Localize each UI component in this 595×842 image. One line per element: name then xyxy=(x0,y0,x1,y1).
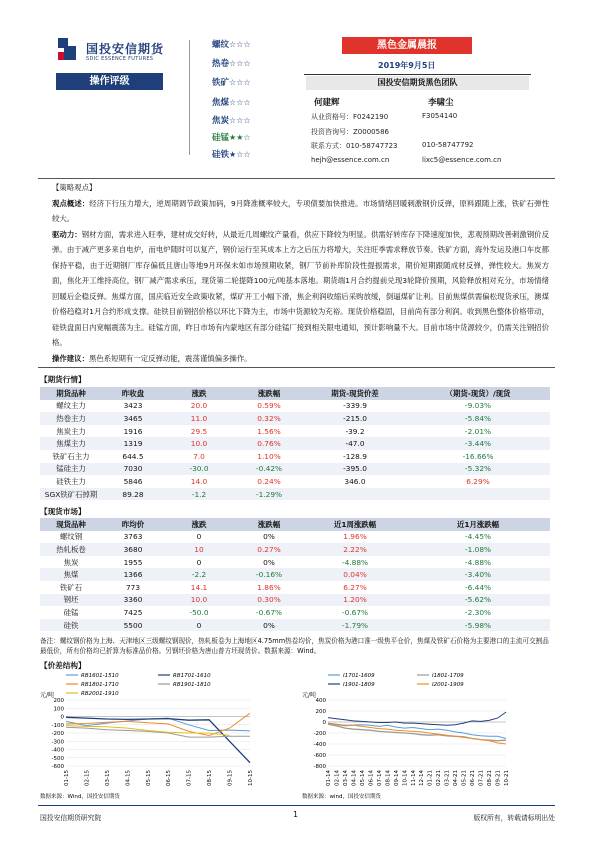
column-header: 涨跌幅 xyxy=(234,518,304,531)
table-cell: 3360 xyxy=(102,594,164,607)
table-cell: -0.67% xyxy=(255,607,283,617)
rating-stars: ☆☆☆ xyxy=(229,59,251,68)
table-cell: SGX铁矿石掉期 xyxy=(40,488,102,501)
table-cell: 0% xyxy=(263,557,275,567)
rating-name: 螺纹 xyxy=(212,40,230,50)
data-note: 备注：螺纹钢价格为上海、天津地区三级螺纹钢现价，热轧板卷为上海地区4.75mm热卷均价，焦炭价格为港口准一级焦平仓价，焦煤及铁矿石价格为主要港口的主流可交割品最低价，所有价格均已折算为标准品价格。另钢坯价格为唐山普方坯现货价。数据来源：Wind。 xyxy=(40,637,549,655)
rating-stars: ☆☆☆ xyxy=(229,116,251,125)
y-tick-label: -200 xyxy=(51,731,64,737)
table-cell: 0.04% xyxy=(304,568,406,581)
market-text: 经济下行压力增大，逆周期调节政策加码，9月降准概率较大，专项债要加快推进。市场情绪回暖刺激钢价反弹，原料跟随上涨，铁矿石弹性较大。 xyxy=(52,198,549,223)
table-row xyxy=(40,568,550,581)
y-tick-label: -400 xyxy=(51,747,64,754)
table-cell: -50.0 xyxy=(189,607,209,617)
table-cell: 0.59% xyxy=(257,401,281,411)
table-cell: -2.2 xyxy=(164,568,234,581)
table-cell: 0 xyxy=(196,557,202,567)
y-tick-label: 200 xyxy=(53,698,64,704)
x-tick-label: 09-21 xyxy=(495,770,502,786)
rating-6 xyxy=(212,148,251,160)
operation-text: 黑色系短期有一定反弹动能，震荡谨慎偏多操作。 xyxy=(88,353,252,363)
charts-title: 【价差结构】 xyxy=(40,661,86,670)
chart-source: 数据来源：Wind，国投安信期货 xyxy=(40,794,120,800)
table-row xyxy=(40,437,550,450)
futures-table xyxy=(40,387,550,500)
table-cell: 硅锰 xyxy=(63,607,79,617)
rating-stars: ★★☆ xyxy=(229,133,251,142)
table-row xyxy=(40,606,550,619)
table-cell: 钢坯 xyxy=(40,594,102,607)
table-row xyxy=(40,412,550,425)
x-tick-label: 06-15 xyxy=(166,770,173,786)
table-cell: 3680 xyxy=(102,543,164,556)
x-tick-label: 12-14 xyxy=(419,770,426,786)
x-tick-label: 08-21 xyxy=(487,770,494,786)
table-cell: 346.0 xyxy=(344,476,366,486)
table-cell: 0.30% xyxy=(234,594,304,607)
analyst-1-cert: F0242190 xyxy=(353,113,389,121)
table-cell: -1.08% xyxy=(406,543,550,556)
spot-table xyxy=(40,518,550,631)
table-cell: -5.62% xyxy=(406,594,550,607)
y-tick-label: -500 xyxy=(51,755,64,762)
column-header: 涨跌 xyxy=(164,518,234,531)
table-cell: 1.96% xyxy=(343,532,367,542)
table-row xyxy=(40,619,550,632)
table-cell: 1.86% xyxy=(257,582,281,592)
rating-name: 焦煤 xyxy=(212,98,230,108)
table-cell: -1.29% xyxy=(234,488,304,501)
futures-title: 【期货行情】 xyxy=(40,375,86,384)
table-cell: 20.0 xyxy=(190,401,208,411)
x-tick-label: 01-15 xyxy=(64,770,70,786)
x-tick-label: 11-14 xyxy=(410,770,417,786)
table-cell: -4.88% xyxy=(464,557,492,567)
table-cell: 7425 xyxy=(123,607,143,617)
table-row xyxy=(40,531,550,544)
column-header: （期货-现货）/现货 xyxy=(406,387,550,400)
legend-label: I1701-1609 xyxy=(343,673,375,679)
x-tick-label: 02-15 xyxy=(84,770,91,786)
x-tick-label: 07-21 xyxy=(478,770,485,786)
column-header: 期货品种 xyxy=(40,387,102,400)
legend-label: I1901-1809 xyxy=(343,682,375,688)
footer-rule xyxy=(38,805,555,806)
rating-name: 硅铁 xyxy=(212,150,230,160)
table-row xyxy=(40,488,550,501)
rating-stars: ☆☆☆ xyxy=(229,78,251,87)
footer-institute: 国投安信期货研究院 xyxy=(40,814,102,822)
x-tick-label: 04-14 xyxy=(351,770,358,786)
table-cell: 5500 xyxy=(102,619,164,632)
rating-1 xyxy=(212,57,251,69)
series-line xyxy=(66,727,250,737)
phone-label: 联系方式： xyxy=(311,142,346,150)
column-header: 期货-现货价差 xyxy=(304,387,406,400)
invest-label: 投资咨询号： xyxy=(311,128,353,136)
x-tick-label: 06-21 xyxy=(470,770,477,786)
table-row xyxy=(40,556,550,569)
table-cell: 热卷主力 xyxy=(40,412,102,425)
x-tick-label: 03-14 xyxy=(342,770,349,786)
table-cell: 0.27% xyxy=(234,543,304,556)
rating-stars: ★☆☆ xyxy=(229,150,251,159)
table-cell: 螺纹主力 xyxy=(56,401,86,411)
table-cell: -5.84% xyxy=(406,412,550,425)
rating-badge: 操作评级 xyxy=(56,73,163,90)
table-cell: 644.5 xyxy=(122,451,144,461)
legend-label: I1801-1709 xyxy=(432,673,464,679)
legend-label: RB1801-1710 xyxy=(81,682,119,688)
table-cell: 1.10% xyxy=(257,451,281,461)
table-cell: -395.0 xyxy=(304,463,406,476)
table-cell: 0% xyxy=(234,619,304,632)
legend-label: RB2001-1910 xyxy=(81,691,119,697)
operation-label: 操作建议： xyxy=(52,353,89,363)
table-cell: 1955 xyxy=(123,557,143,567)
table-cell: 3763 xyxy=(123,532,143,542)
series-line xyxy=(328,724,506,741)
table-cell: 锰硅主力 xyxy=(40,463,102,476)
rating-0 xyxy=(212,38,251,50)
table-cell: 0.76% xyxy=(234,437,304,450)
table-cell: -128.9 xyxy=(343,451,367,461)
y-tick-label: -800 xyxy=(313,764,326,770)
rating-name: 热卷 xyxy=(212,59,230,69)
table-cell: -5.32% xyxy=(406,463,550,476)
table-cell: 14.1 xyxy=(190,582,208,592)
strategy-heading: 【策略观点】 xyxy=(52,183,97,192)
x-tick-label: 07-15 xyxy=(186,770,193,786)
x-tick-label: 10-21 xyxy=(504,770,510,786)
table-cell: -39.2 xyxy=(345,426,365,436)
table-cell: 1366 xyxy=(102,568,164,581)
market-label: 观点概述： xyxy=(52,198,90,208)
y-tick-label: 0 xyxy=(60,714,64,721)
table-cell: 6.27% xyxy=(343,582,367,592)
chart-source: 数据来源：wind，国投安信期货 xyxy=(302,794,382,800)
table-cell: 0 xyxy=(164,619,234,632)
table-cell: 89.28 xyxy=(102,488,164,501)
x-tick-label: 03-21 xyxy=(444,770,451,786)
company-name: 国投安信期货 xyxy=(86,42,165,56)
table-cell: 7.0 xyxy=(193,451,205,461)
x-tick-label: 09-14 xyxy=(393,770,400,786)
x-tick-label: 07-14 xyxy=(376,770,383,786)
legend-label: RB1601-1510 xyxy=(81,673,119,679)
table-cell: 铁矿石主力 xyxy=(52,451,90,461)
legend-label: RB1701-1610 xyxy=(173,673,211,679)
table-cell: 硅铁主力 xyxy=(56,476,86,486)
table-cell: -6.44% xyxy=(464,582,492,592)
legend-label: I2001-1909 xyxy=(432,682,464,688)
table-cell: -3.44% xyxy=(406,437,550,450)
table-cell: -339.9 xyxy=(343,401,367,411)
series-line xyxy=(328,712,506,725)
x-tick-label: 10-15 xyxy=(248,770,254,786)
x-tick-label: 10-14 xyxy=(402,770,409,786)
series-line xyxy=(66,717,250,762)
y-tick-label: -300 xyxy=(51,739,64,746)
table-cell: 6.29% xyxy=(466,476,490,486)
table-cell: -215.0 xyxy=(304,412,406,425)
y-unit: 元/吨 xyxy=(302,692,317,699)
table-row xyxy=(40,450,550,463)
y-unit: 元/吨 xyxy=(40,692,55,699)
table-cell: 热轧板卷 xyxy=(40,543,102,556)
table-cell: 焦炭 xyxy=(63,557,79,567)
table-cell: 2.22% xyxy=(304,543,406,556)
analyst-name-1: 何建辉 xyxy=(314,98,340,108)
spot-title: 【现货市场】 xyxy=(40,507,86,516)
table-cell: 0% xyxy=(263,532,275,542)
x-tick-label: 04-15 xyxy=(125,770,132,786)
x-tick-label: 01-21 xyxy=(427,770,434,786)
table-cell: 5846 xyxy=(123,476,143,486)
table-cell: -4.45% xyxy=(464,532,492,542)
driver-text: 钢材方面，需求进入旺季，建材成交好转，从最近几周螺纹产量看，供应下降较为明显。供需好转库存下降速度加快，悲观预期改善刺激钢价反弹。由于减产更多来自电炉，而电炉随时可以复产，钢价运行至其成本上方之后压力将增大，关注旺季需求释放节奏。铁矿方面，海外发运及港口车皮都保持平稳，由于近期钢厂库存偏低且唐山等地9月环保未如市场预期收紧，钢厂节前补库阶段性提振需求，期价短期跟随成材反弹，弹性较大。焦炭方面，焦化开工维持高位，钢厂减产需求承压，现货第二轮提降100元/吨基本落地。期货端1月合约提前兑现3轮降价预期，风险释放相对充分，市场情绪回暖后企稳反弹。焦煤方面，国庆临近安全政策收紧，煤矿开工小幅下滑，焦企利润收缩后采购放缓，倒逼煤矿让利。目前焦煤供需偏松现货承压，澳煤价格趋稳对1月合约形成支撑。硅铁目前钢招价格以环比下降为主，市场中货源较为充裕。现货价格稳固，目前尚有部分利润。收到黑色整体价格带动，硅铁盘面日内宽幅震荡为主。硅锰方面，昨日市场有内蒙地区有部分硅锰厂接到相关限电通知，预计影响量不大。目前市场中货源较少，仍需关注钢招价格。 xyxy=(52,229,549,347)
table-cell: 硅铁 xyxy=(40,619,102,632)
column-header: 昨收盘 xyxy=(102,387,164,400)
table-cell: 14.0 xyxy=(190,476,208,486)
table-cell: 10 xyxy=(164,543,234,556)
table-row xyxy=(40,463,550,476)
column-header: 涨跌 xyxy=(164,387,234,400)
table-cell: 11.0 xyxy=(164,412,234,425)
header-divider xyxy=(189,40,190,155)
analyst-1-invest: Z0000586 xyxy=(353,128,389,136)
series-line xyxy=(66,726,230,736)
column-header: 昨均价 xyxy=(102,518,164,531)
table-row xyxy=(40,543,550,556)
table-cell: 1916 xyxy=(123,426,143,436)
table-cell: 773 xyxy=(125,582,141,592)
rating-5 xyxy=(212,131,251,143)
column-header: 现货品种 xyxy=(40,518,102,531)
rating-stars: ☆☆☆ xyxy=(229,40,251,49)
x-tick-label: 05-15 xyxy=(145,770,152,786)
x-tick-label: 06-14 xyxy=(368,770,375,786)
x-tick-label: 03-15 xyxy=(104,770,111,786)
table-cell: 焦煤主力 xyxy=(40,437,102,450)
table-cell xyxy=(406,488,550,501)
table-cell: -3.40% xyxy=(406,568,550,581)
iron-ore-spread-chart xyxy=(300,670,512,800)
y-tick-label: -200 xyxy=(313,731,326,737)
x-tick-label: 05-14 xyxy=(359,770,366,786)
team-name: 国投安信期货黑色团队 xyxy=(306,76,529,90)
header-rule xyxy=(304,74,531,75)
x-tick-label: 01-14 xyxy=(326,770,332,786)
column-header: 近1周涨跌幅 xyxy=(304,518,406,531)
x-tick-label: 09-15 xyxy=(227,770,234,786)
table-cell: 0 xyxy=(196,532,202,542)
y-tick-label: -400 xyxy=(313,742,326,748)
analyst-1-email[interactable]: hejh@essence.com.cn xyxy=(311,156,390,164)
x-tick-label: 02-21 xyxy=(436,770,443,786)
x-tick-label: 08-14 xyxy=(385,770,392,786)
x-tick-label: 02-14 xyxy=(334,770,341,786)
analyst-2-cert: F3054140 xyxy=(422,112,458,120)
table-row xyxy=(40,400,550,413)
table-row xyxy=(40,581,550,594)
legend-label: RB1901-1810 xyxy=(173,682,211,688)
table-cell: 29.5 xyxy=(190,426,208,436)
table-cell: -47.0 xyxy=(304,437,406,450)
table-cell: 10.0 xyxy=(164,437,234,450)
table-cell: -0.16% xyxy=(234,568,304,581)
x-tick-label: 05-21 xyxy=(461,770,468,786)
driver-label: 驱动力： xyxy=(52,229,82,239)
table-cell: 0.32% xyxy=(234,412,304,425)
analyst-2-phone: 010-58747792 xyxy=(422,141,474,149)
table-cell: -1.79% xyxy=(304,619,406,632)
y-tick-label: -600 xyxy=(313,753,326,759)
strategy-text xyxy=(52,180,549,366)
report-date: 2019年9月5日 xyxy=(378,61,436,70)
table-cell xyxy=(304,488,406,501)
footer-copyright: 版权所有，转载请标明出处 xyxy=(473,814,555,822)
table-cell: 3465 xyxy=(102,412,164,425)
page-number: 1 xyxy=(293,810,299,819)
analyst-name-2: 李啸尘 xyxy=(428,98,454,108)
table-row xyxy=(40,594,550,607)
y-tick-label: 0 xyxy=(322,720,326,726)
table-cell: 焦煤 xyxy=(40,568,102,581)
y-tick-label: 200 xyxy=(315,709,326,715)
table-cell: 1.20% xyxy=(304,594,406,607)
table-cell: 10.0 xyxy=(164,594,234,607)
table-cell: 3423 xyxy=(123,401,143,411)
rating-4 xyxy=(212,114,251,126)
column-header: 涨跌幅 xyxy=(234,387,304,400)
y-tick-label: 400 xyxy=(315,698,326,704)
x-tick-label: 04-21 xyxy=(453,770,460,786)
rating-2 xyxy=(212,76,251,88)
rating-name: 焦炭 xyxy=(212,116,230,126)
table-cell: 1319 xyxy=(102,437,164,450)
table-cell: -0.42% xyxy=(234,463,304,476)
table-cell: -4.88% xyxy=(341,557,369,567)
company-name-en: SDIC ESSENCE FUTURES xyxy=(86,56,154,62)
table-cell: 1.56% xyxy=(257,426,281,436)
rating-stars: ☆☆☆ xyxy=(229,98,251,107)
company-logo-mark xyxy=(58,38,76,60)
table-cell: -9.03% xyxy=(464,401,492,411)
column-header: 近1月涨跌幅 xyxy=(406,518,550,531)
report-title: 黑色金属晨报 xyxy=(342,37,472,54)
table-cell: -2.01% xyxy=(464,426,492,436)
table-cell: -30.0 xyxy=(164,463,234,476)
table-cell: 7030 xyxy=(102,463,164,476)
rating-name: 铁矿 xyxy=(212,78,230,88)
cert-label: 从业资格号： xyxy=(311,113,353,121)
table-cell: 焦炭主力 xyxy=(56,426,86,436)
table-cell: -16.66% xyxy=(462,451,494,461)
rating-name: 硅锰 xyxy=(212,133,230,143)
table-cell: -0.67% xyxy=(341,607,369,617)
rating-3 xyxy=(212,96,251,108)
y-tick-label: 100 xyxy=(53,706,64,713)
table-cell: 螺纹钢 xyxy=(59,532,83,542)
y-tick-label: -100 xyxy=(51,722,64,729)
rebar-spread-chart xyxy=(38,670,256,800)
table-cell: -1.2 xyxy=(164,488,234,501)
table-cell: -2.30% xyxy=(464,607,492,617)
y-tick-label: -600 xyxy=(51,764,64,770)
table-cell: 铁矿石 xyxy=(59,582,83,592)
table-cell: 0.24% xyxy=(257,476,281,486)
analyst-2-email[interactable]: lixc5@essence.com.cn xyxy=(422,156,502,164)
table-row xyxy=(40,425,550,438)
x-tick-label: 08-15 xyxy=(207,770,214,786)
table-cell: -5.98% xyxy=(406,619,550,632)
analyst-1-phone: 010-58747723 xyxy=(346,142,398,150)
table-row xyxy=(40,475,550,488)
